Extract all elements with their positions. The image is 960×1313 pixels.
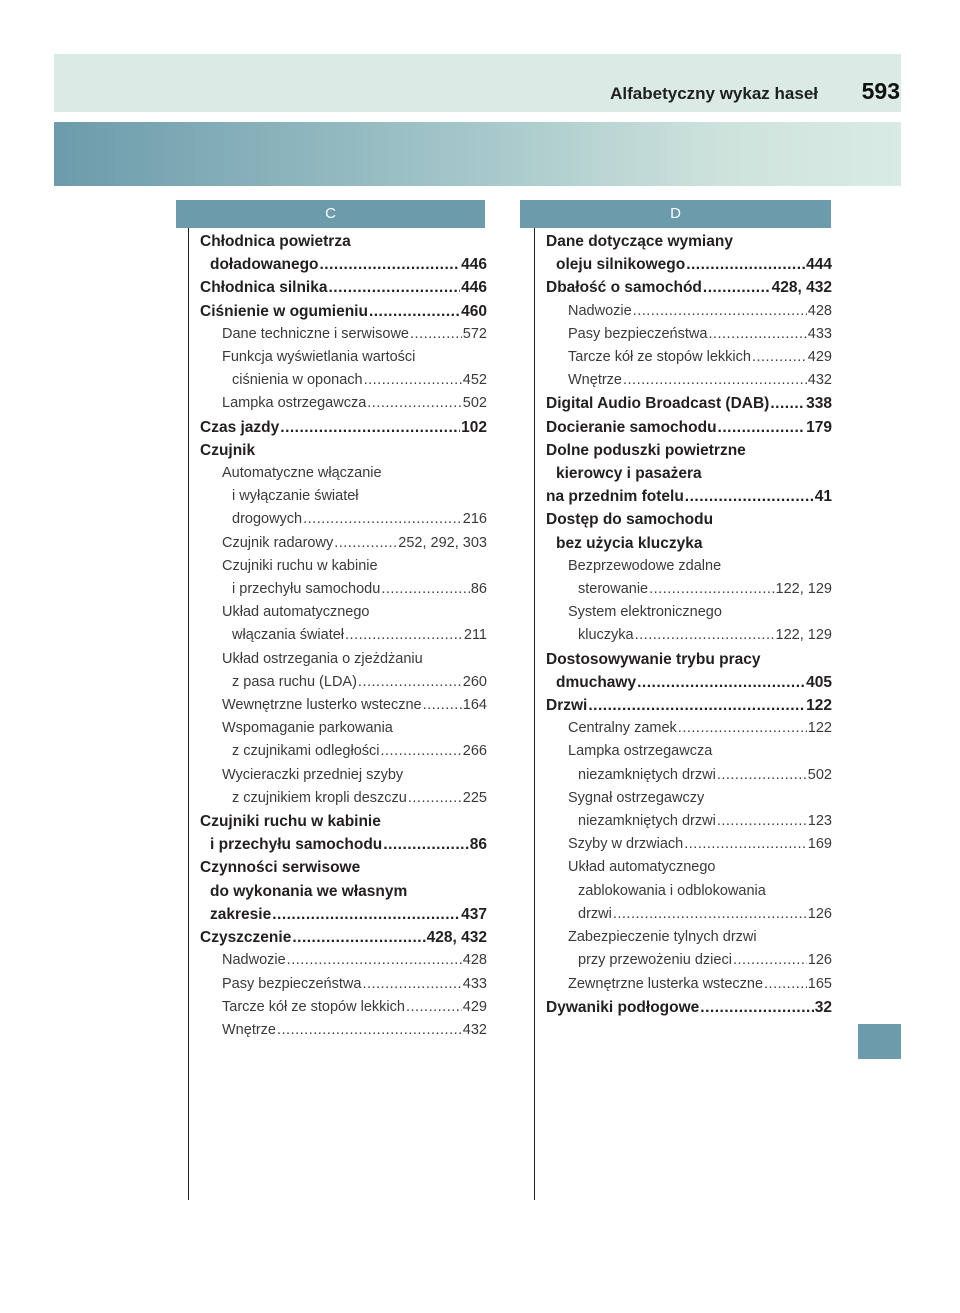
entry-text: Czujnik radarowy bbox=[222, 534, 334, 551]
entry-text: Docieranie samochodu bbox=[546, 418, 717, 436]
entry-text: System elektronicznego bbox=[568, 604, 722, 621]
page-reference: 502 bbox=[462, 395, 487, 412]
index-entry bbox=[200, 973, 487, 996]
entry-text: z czujnikiem kropli deszczu bbox=[232, 789, 407, 806]
entry-text: Bezprzewodowe zdalne bbox=[568, 557, 722, 574]
index-entry bbox=[546, 694, 832, 717]
page-reference: 446 bbox=[461, 256, 487, 274]
index-entry bbox=[200, 346, 487, 369]
page-reference: 102 bbox=[461, 418, 487, 436]
dot-leader bbox=[613, 903, 807, 926]
dot-leader bbox=[380, 740, 461, 763]
decorative-gradient-band bbox=[54, 122, 901, 186]
entry-text: Czynności serwisowe bbox=[200, 859, 361, 877]
index-entry bbox=[546, 833, 832, 856]
index-entry bbox=[200, 601, 487, 624]
dot-leader bbox=[717, 764, 807, 787]
entry-text: Chłodnica powietrza bbox=[200, 233, 351, 250]
page-reference: 433 bbox=[807, 325, 832, 342]
index-entry bbox=[200, 1019, 487, 1042]
dot-leader bbox=[623, 369, 807, 392]
entry-text: i wyłączanie świateł bbox=[232, 488, 359, 505]
index-entry bbox=[546, 810, 832, 833]
index-column-c bbox=[200, 230, 487, 1042]
entry-text: Czujniki ruchu w kabinie bbox=[222, 557, 378, 574]
entry-text: Szyby w drzwiach bbox=[568, 836, 684, 853]
index-entry bbox=[200, 949, 487, 972]
index-entry bbox=[546, 856, 832, 879]
page-reference: 432 bbox=[462, 1021, 487, 1038]
page-reference: 122, 129 bbox=[775, 627, 832, 644]
index-entry bbox=[546, 648, 832, 671]
entry-text: włączania świateł bbox=[232, 627, 345, 644]
entry-text: Czyszczenie bbox=[200, 929, 292, 947]
index-entry bbox=[546, 485, 832, 508]
dot-leader bbox=[328, 276, 460, 299]
dot-leader bbox=[408, 787, 462, 810]
index-entry bbox=[200, 671, 487, 694]
page-reference: 452 bbox=[462, 372, 487, 389]
index-entry bbox=[546, 949, 832, 972]
page-reference: 122 bbox=[807, 720, 832, 737]
dot-leader bbox=[635, 624, 775, 647]
entry-text: Drzwi bbox=[546, 697, 588, 715]
dot-leader bbox=[678, 717, 807, 740]
page-reference: 225 bbox=[462, 789, 487, 806]
page-reference: 165 bbox=[807, 975, 832, 992]
entry-text: Dostosowywanie trybu pracy bbox=[546, 650, 761, 668]
index-entry bbox=[546, 903, 832, 926]
entry-text: Lampka ostrzegawcza bbox=[568, 743, 713, 760]
entry-text: Zabezpieczenie tylnych drzwi bbox=[568, 929, 757, 946]
entry-text: Tarcze kół ze stopów lekkich bbox=[222, 998, 405, 1015]
index-entry bbox=[200, 810, 487, 833]
index-entry bbox=[200, 996, 487, 1019]
index-entry bbox=[546, 555, 832, 578]
index-entry bbox=[546, 671, 832, 694]
entry-text: Wnętrze bbox=[568, 372, 622, 389]
index-entry bbox=[200, 485, 487, 508]
entry-text: Centralny zamek bbox=[568, 720, 677, 737]
page-reference: 123 bbox=[807, 813, 832, 830]
index-entry bbox=[200, 276, 487, 299]
entry-text: zakresie bbox=[210, 905, 272, 923]
entry-text: Funkcja wyświetlania wartości bbox=[222, 349, 416, 366]
page-reference: 86 bbox=[469, 836, 487, 854]
dot-leader bbox=[383, 833, 468, 856]
entry-text: i przechyłu samochodu bbox=[210, 836, 383, 854]
index-entry bbox=[200, 624, 487, 647]
dot-leader bbox=[272, 903, 460, 926]
index-entry bbox=[546, 346, 832, 369]
index-entry bbox=[200, 532, 487, 555]
index-entry bbox=[546, 276, 832, 299]
dot-leader bbox=[280, 416, 460, 439]
index-entry bbox=[200, 833, 487, 856]
dot-leader bbox=[277, 1019, 462, 1042]
column-rule-c bbox=[188, 228, 189, 1200]
index-entry bbox=[200, 926, 487, 949]
index-entry bbox=[200, 740, 487, 763]
page-reference: 126 bbox=[807, 905, 832, 922]
index-entry bbox=[200, 903, 487, 926]
page-reference: 444 bbox=[806, 256, 832, 274]
entry-text: Wnętrze bbox=[222, 1021, 276, 1038]
entry-text: Układ ostrzegania o zjeżdżaniu bbox=[222, 650, 423, 667]
dot-leader bbox=[362, 973, 461, 996]
column-rule-d bbox=[534, 228, 535, 1200]
index-entry bbox=[200, 555, 487, 578]
page-reference: 446 bbox=[461, 279, 487, 297]
index-entry bbox=[546, 253, 832, 276]
index-entry bbox=[200, 694, 487, 717]
page-reference: 428, 432 bbox=[426, 929, 487, 947]
entry-text: przy przewożeniu dzieci bbox=[578, 952, 732, 969]
entry-text: Dolne poduszki powietrzne bbox=[546, 441, 746, 459]
entry-text: Pasy bezpieczeństwa bbox=[568, 325, 708, 342]
page-reference: 164 bbox=[462, 697, 487, 714]
entry-text: Dywaniki podłogowe bbox=[546, 998, 700, 1016]
dot-leader bbox=[649, 578, 774, 601]
page-reference: 429 bbox=[462, 998, 487, 1015]
index-entry bbox=[200, 230, 487, 253]
entry-text: Wewnętrzne lusterko wsteczne bbox=[222, 697, 422, 714]
dot-leader bbox=[684, 833, 807, 856]
index-entry bbox=[546, 392, 832, 415]
entry-text: Dane dotyczące wymiany bbox=[546, 233, 733, 250]
index-entry bbox=[546, 764, 832, 787]
entry-text: Tarcze kół ze stopów lekkich bbox=[568, 349, 751, 366]
dot-leader bbox=[686, 253, 805, 276]
page-reference: 428 bbox=[462, 952, 487, 969]
entry-text: niezamkniętych drzwi bbox=[578, 813, 716, 830]
dot-leader bbox=[685, 485, 814, 508]
page-reference: 179 bbox=[806, 418, 832, 436]
page-reference: 428 bbox=[807, 302, 832, 319]
index-entry bbox=[200, 648, 487, 671]
page-reference: 211 bbox=[463, 627, 487, 644]
page-reference: 32 bbox=[814, 998, 832, 1016]
index-column-d bbox=[546, 230, 832, 1019]
dot-leader bbox=[303, 508, 462, 531]
index-entry bbox=[546, 880, 832, 903]
dot-leader bbox=[423, 694, 462, 717]
dot-leader bbox=[764, 973, 807, 996]
dot-leader bbox=[588, 694, 805, 717]
index-entry bbox=[546, 369, 832, 392]
index-entry bbox=[546, 462, 832, 485]
dot-leader bbox=[406, 996, 462, 1019]
dot-leader bbox=[292, 926, 425, 949]
entry-text: Dostęp do samochodu bbox=[546, 511, 714, 529]
index-entry bbox=[546, 439, 832, 462]
entry-text: bez użycia kluczyka bbox=[556, 534, 703, 552]
dot-leader bbox=[369, 300, 460, 323]
dot-leader bbox=[633, 300, 807, 323]
dot-leader bbox=[770, 392, 805, 415]
entry-text: Wycieraczki przedniej szyby bbox=[222, 766, 404, 783]
dot-leader bbox=[733, 949, 807, 972]
page-reference: 260 bbox=[462, 673, 487, 690]
index-entry bbox=[546, 717, 832, 740]
entry-text: kierowcy i pasażera bbox=[556, 465, 702, 483]
entry-text: na przednim fotelu bbox=[546, 488, 684, 506]
dot-leader bbox=[703, 276, 771, 299]
dot-leader bbox=[364, 369, 462, 392]
index-entry bbox=[200, 369, 487, 392]
section-side-tab bbox=[858, 1024, 901, 1059]
dot-leader bbox=[718, 416, 806, 439]
page-reference: 252, 292, 303 bbox=[398, 534, 487, 551]
index-entry bbox=[200, 300, 487, 323]
index-entry bbox=[546, 624, 832, 647]
dot-leader bbox=[345, 624, 463, 647]
page-reference: 460 bbox=[461, 302, 487, 320]
dot-leader bbox=[410, 323, 462, 346]
index-entry bbox=[546, 740, 832, 763]
page-reference: 432 bbox=[807, 372, 832, 389]
index-entry bbox=[546, 926, 832, 949]
page-reference: 572 bbox=[462, 325, 487, 342]
entry-text: Automatyczne włączanie bbox=[222, 465, 382, 482]
entry-text: z czujnikami odległości bbox=[232, 743, 380, 760]
dot-leader bbox=[381, 578, 470, 601]
index-entry bbox=[546, 996, 832, 1019]
index-entry bbox=[546, 578, 832, 601]
index-entry bbox=[200, 392, 487, 415]
entry-text: Pasy bezpieczeństwa bbox=[222, 975, 362, 992]
dot-leader bbox=[752, 346, 807, 369]
dot-leader bbox=[334, 532, 397, 555]
index-entry bbox=[200, 253, 487, 276]
index-entry bbox=[200, 856, 487, 879]
index-entry bbox=[546, 532, 832, 555]
dot-leader bbox=[358, 671, 462, 694]
entry-text: dmuchawy bbox=[556, 673, 637, 691]
page-reference: 266 bbox=[462, 743, 487, 760]
dot-leader bbox=[287, 949, 462, 972]
page-reference: 41 bbox=[814, 488, 832, 506]
dot-leader bbox=[637, 671, 805, 694]
dot-leader bbox=[367, 392, 462, 415]
entry-text: Dane techniczne i serwisowe bbox=[222, 325, 409, 342]
entry-text: Układ automatycznego bbox=[222, 604, 370, 621]
index-entry bbox=[200, 764, 487, 787]
page-title: Alfabetyczny wykaz haseł bbox=[610, 84, 818, 103]
entry-text: Lampka ostrzegawcza bbox=[222, 395, 367, 412]
entry-text: Nadwozie bbox=[222, 952, 286, 969]
entry-text: drzwi bbox=[578, 905, 612, 922]
page-reference: 122, 129 bbox=[775, 581, 832, 598]
dot-leader bbox=[717, 810, 807, 833]
index-entry bbox=[546, 300, 832, 323]
page-reference: 338 bbox=[806, 395, 832, 413]
entry-text: Czujnik bbox=[200, 441, 256, 459]
index-entry bbox=[200, 880, 487, 903]
entry-text: kluczyka bbox=[578, 627, 634, 644]
entry-text: do wykonania we własnym bbox=[210, 882, 408, 900]
entry-text: zablokowania i odblokowania bbox=[578, 882, 766, 899]
dot-leader bbox=[700, 996, 813, 1019]
index-entry bbox=[200, 323, 487, 346]
entry-text: Układ automatycznego bbox=[568, 859, 716, 876]
index-entry bbox=[546, 323, 832, 346]
page-reference: 502 bbox=[807, 766, 832, 783]
dot-leader bbox=[708, 323, 806, 346]
index-entry bbox=[546, 601, 832, 624]
index-entry bbox=[546, 973, 832, 996]
section-header-c: C bbox=[176, 200, 485, 228]
page-reference: 429 bbox=[807, 349, 832, 366]
entry-text: Czas jazdy bbox=[200, 418, 280, 436]
entry-text: Chłodnica silnika bbox=[200, 279, 328, 297]
entry-text: doładowanego bbox=[210, 256, 319, 274]
page-reference: 216 bbox=[462, 511, 487, 528]
page-reference: 169 bbox=[807, 836, 832, 853]
index-entry bbox=[200, 787, 487, 810]
entry-text: z pasa ruchu (LDA) bbox=[232, 673, 357, 690]
entry-text: Digital Audio Broadcast (DAB) bbox=[546, 395, 770, 413]
page-reference: 86 bbox=[470, 581, 487, 598]
page-reference: 433 bbox=[462, 975, 487, 992]
index-entry bbox=[200, 578, 487, 601]
entry-text: Wspomaganie parkowania bbox=[222, 720, 393, 737]
entry-text: Dbałość o samochód bbox=[546, 279, 702, 297]
index-entry bbox=[546, 787, 832, 810]
entry-text: Zewnętrzne lusterka wsteczne bbox=[568, 975, 764, 992]
entry-text: ciśnienia w oponach bbox=[232, 372, 363, 389]
entry-text: niezamkniętych drzwi bbox=[578, 766, 716, 783]
entry-text: Sygnał ostrzegawczy bbox=[568, 789, 705, 806]
entry-text: drogowych bbox=[232, 511, 303, 528]
page-reference: 122 bbox=[806, 697, 832, 715]
page-reference: 405 bbox=[806, 673, 832, 691]
index-entry bbox=[200, 508, 487, 531]
page-reference: 126 bbox=[807, 952, 832, 969]
index-entry bbox=[546, 416, 832, 439]
index-entry bbox=[200, 717, 487, 740]
index-entry bbox=[200, 462, 487, 485]
section-header-d: D bbox=[520, 200, 831, 228]
entry-text: sterowanie bbox=[578, 581, 649, 598]
entry-text: Czujniki ruchu w kabinie bbox=[200, 813, 381, 831]
entry-text: Nadwozie bbox=[568, 302, 632, 319]
page-reference: 437 bbox=[461, 905, 487, 923]
index-entry bbox=[546, 508, 832, 531]
dot-leader bbox=[320, 253, 461, 276]
page-number: 593 bbox=[861, 78, 900, 104]
index-entry bbox=[546, 230, 832, 253]
page-reference: 428, 432 bbox=[771, 279, 832, 297]
index-entry bbox=[200, 439, 487, 462]
index-entry bbox=[200, 416, 487, 439]
entry-text: Ciśnienie w ogumieniu bbox=[200, 302, 368, 320]
entry-text: oleju silnikowego bbox=[556, 256, 686, 274]
entry-text: i przechyłu samochodu bbox=[232, 581, 381, 598]
